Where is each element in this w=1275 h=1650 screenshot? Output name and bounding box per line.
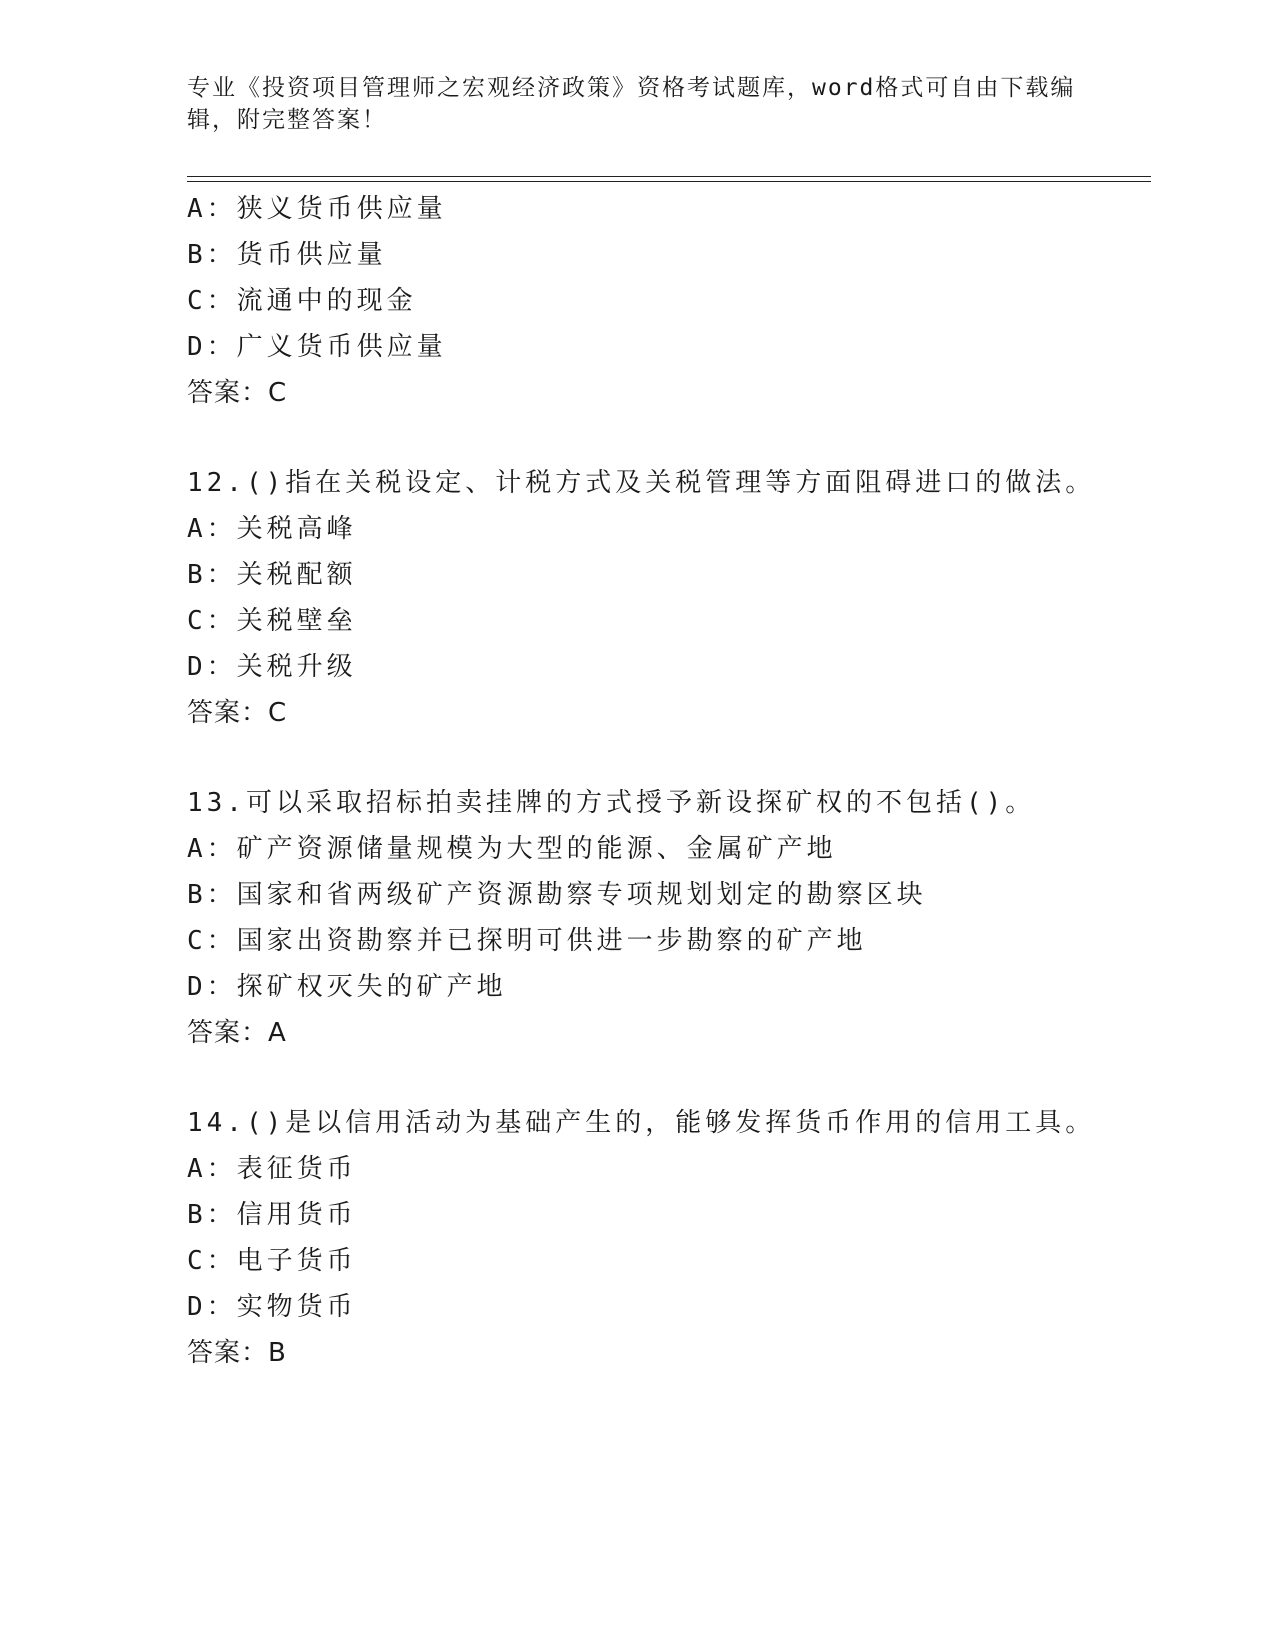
question-list bbox=[187, 186, 1151, 1376]
question-block-continued bbox=[187, 186, 1151, 416]
option-d: D：探矿权灭失的矿产地 bbox=[187, 972, 507, 1002]
header-line-1: 专业《投资项目管理师之宏观经济政策》资格考试题库，word格式可自由下载编 bbox=[187, 75, 1076, 101]
answer-line: 答案：C bbox=[187, 698, 288, 728]
question-block-14 bbox=[187, 1100, 1151, 1376]
answer-line: 答案：B bbox=[187, 1338, 287, 1368]
question-block-13 bbox=[187, 780, 1151, 1056]
option-a: A：表征货币 bbox=[187, 1154, 357, 1184]
answer-line: 答案：A bbox=[187, 1018, 287, 1048]
header-divider-bottom bbox=[187, 181, 1151, 182]
option-c: C：国家出资勘察并已探明可供进一步勘察的矿产地 bbox=[187, 926, 867, 956]
header-divider-top bbox=[187, 176, 1151, 177]
option-b: B：国家和省两级矿产资源勘察专项规划划定的勘察区块 bbox=[187, 880, 927, 910]
option-b: B：关税配额 bbox=[187, 560, 357, 590]
option-b: B：信用货币 bbox=[187, 1200, 357, 1230]
question-stem: 12.()指在关税设定、计税方式及关税管理等方面阻碍进口的做法。 bbox=[187, 468, 1096, 498]
option-b: B：货币供应量 bbox=[187, 240, 387, 270]
answer-line: 答案：C bbox=[187, 378, 288, 408]
option-d: D：实物货币 bbox=[187, 1292, 357, 1322]
option-d: D：广义货币供应量 bbox=[187, 332, 447, 362]
option-a: A：矿产资源储量规模为大型的能源、金属矿产地 bbox=[187, 834, 837, 864]
option-c: C：电子货币 bbox=[187, 1246, 357, 1276]
document-header bbox=[187, 72, 1087, 136]
question-stem: 14.()是以信用活动为基础产生的，能够发挥货币作用的信用工具。 bbox=[187, 1108, 1096, 1138]
option-d: D：关税升级 bbox=[187, 652, 357, 682]
header-line-2: 辑，附完整答案！ bbox=[187, 107, 387, 133]
option-c: C：流通中的现金 bbox=[187, 286, 417, 316]
option-a: A：狭义货币供应量 bbox=[187, 194, 447, 224]
option-a: A：关税高峰 bbox=[187, 514, 357, 544]
option-c: C：关税壁垒 bbox=[187, 606, 357, 636]
question-stem: 13.可以采取招标拍卖挂牌的方式授予新设探矿权的不包括()。 bbox=[187, 788, 1036, 818]
question-block-12 bbox=[187, 460, 1151, 736]
